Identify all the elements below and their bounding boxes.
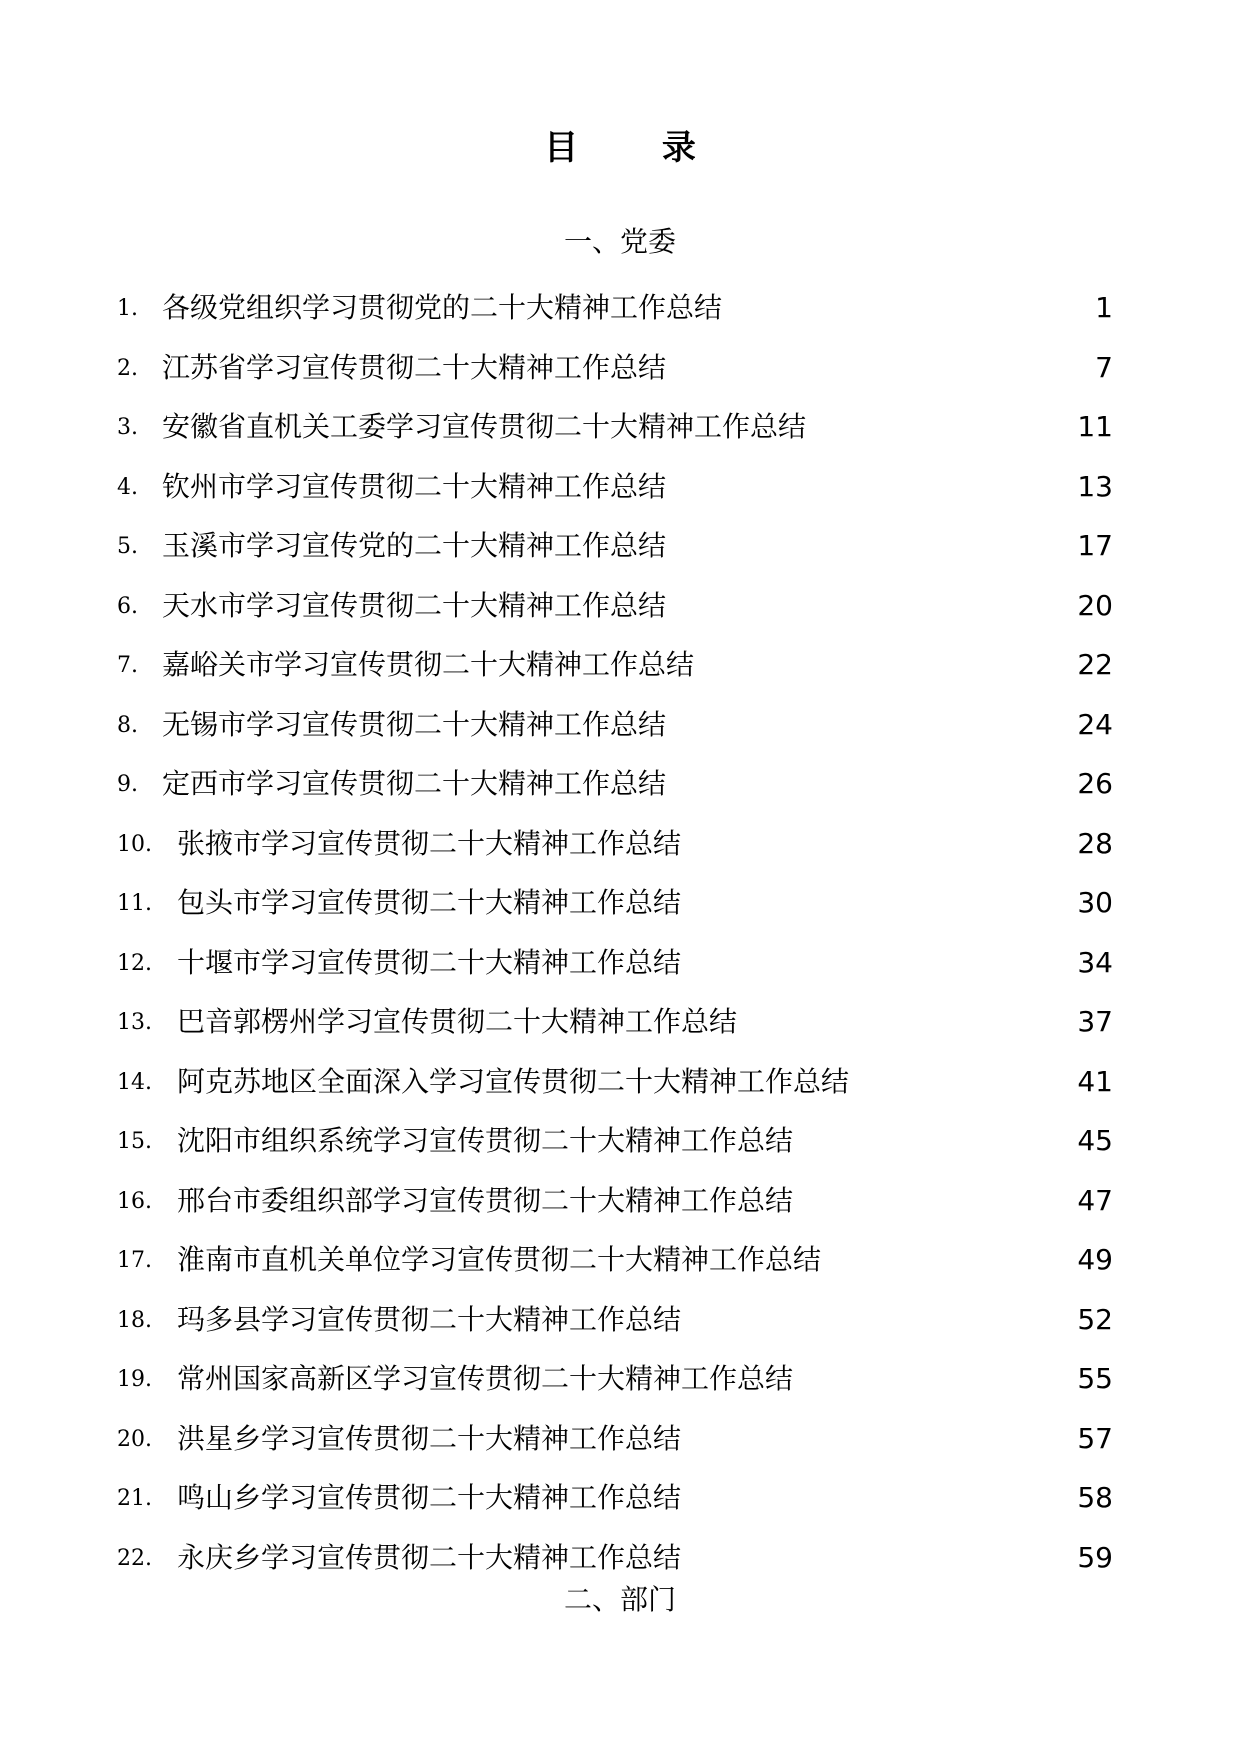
toc-entry[interactable] [0,1530,1240,1590]
section-heading-party-committee: 一、党委 [563,225,676,258]
entry-page-number: 55 [1077,1362,1113,1395]
entry-number: 3. [117,415,138,440]
entry-page-number: 13 [1077,469,1113,503]
entry-number: 19. [117,1367,152,1392]
toc-entry[interactable] [0,756,1240,816]
entry-page-number: 11 [1077,410,1113,443]
entry-page-number: 7 [1095,350,1113,384]
entry-number: 14. [117,1069,152,1095]
entry-title: 十堰市学习宣传贯彻二十大精神工作总结 [177,945,682,979]
entry-title: 鸣山乡学习宣传贯彻二十大精神工作总结 [177,1481,682,1514]
entry-number: 17. [117,1248,152,1273]
toc-entry[interactable] [0,994,1240,1054]
toc-entry[interactable] [0,399,1240,459]
toc-entry[interactable] [0,816,1240,876]
entry-title: 张掖市学习宣传贯彻二十大精神工作总结 [177,826,682,860]
entry-number: 16. [117,1188,152,1214]
entry-page-number: 28 [1077,826,1113,860]
entry-title: 玉溪市学习宣传党的二十大精神工作总结 [162,529,667,562]
entry-title: 玛多县学习宣传贯彻二十大精神工作总结 [177,1302,682,1336]
toc-entry[interactable] [0,1232,1240,1292]
entry-number: 20. [117,1426,152,1452]
entry-page-number: 58 [1077,1481,1113,1514]
entry-title: 无锡市学习宣传贯彻二十大精神工作总结 [162,707,667,741]
section-heading-departments: 二、部门 [563,1583,676,1616]
entry-title: 巴音郭楞州学习宣传贯彻二十大精神工作总结 [177,1005,738,1038]
toc-entry[interactable] [0,1351,1240,1411]
entry-title: 定西市学习宣传贯彻二十大精神工作总结 [162,767,667,800]
toc-entry[interactable] [0,340,1240,400]
entry-title: 沈阳市组织系统学习宣传贯彻二十大精神工作总结 [177,1124,794,1157]
entry-page-number: 22 [1077,648,1113,681]
entry-page-number: 57 [1077,1421,1113,1455]
entry-number: 9. [117,772,138,797]
entry-number: 5. [117,534,138,559]
entry-title: 安徽省直机关工委学习宣传贯彻二十大精神工作总结 [162,410,807,443]
entry-page-number: 20 [1077,588,1113,622]
entry-page-number: 37 [1077,1005,1113,1038]
toc-entry[interactable] [0,1113,1240,1173]
entry-number: 13. [117,1010,152,1035]
toc-entry[interactable] [0,637,1240,697]
entry-number: 1. [117,296,138,321]
toc-entry[interactable] [0,1173,1240,1233]
toc-entry[interactable] [0,875,1240,935]
toc-entry[interactable] [0,1470,1240,1530]
entry-title: 淮南市直机关单位学习宣传贯彻二十大精神工作总结 [177,1243,822,1276]
entry-number: 8. [117,712,138,738]
entry-number: 2. [117,355,138,381]
toc-entry[interactable] [0,518,1240,578]
entry-page-number: 24 [1077,707,1113,741]
entry-page-number: 34 [1077,945,1113,979]
toc-entry[interactable] [0,280,1240,340]
entry-title: 天水市学习宣传贯彻二十大精神工作总结 [162,588,667,622]
entry-page-number: 59 [1077,1540,1113,1574]
entry-title: 常州国家高新区学习宣传贯彻二十大精神工作总结 [177,1362,794,1395]
toc-entry[interactable] [0,1292,1240,1352]
toc-entry[interactable] [0,459,1240,519]
toc-entry[interactable] [0,578,1240,638]
toc-entry[interactable] [0,935,1240,995]
entry-page-number: 49 [1077,1243,1113,1276]
entry-number: 22. [117,1545,152,1571]
entry-page-number: 47 [1077,1183,1113,1217]
entry-title: 邢台市委组织部学习宣传贯彻二十大精神工作总结 [177,1183,794,1217]
entry-page-number: 30 [1077,886,1113,919]
toc-entry[interactable] [0,1054,1240,1114]
entry-number: 21. [117,1486,152,1511]
page-title: 目 录 [544,128,732,168]
toc-entry[interactable] [0,697,1240,757]
entry-number: 11. [117,891,152,916]
entry-page-number: 17 [1077,529,1113,562]
entry-title: 钦州市学习宣传贯彻二十大精神工作总结 [162,469,667,503]
entry-number: 4. [117,474,138,500]
entry-number: 15. [117,1129,152,1154]
entry-page-number: 45 [1077,1124,1113,1157]
table-of-contents [0,280,1240,1589]
entry-title: 洪星乡学习宣传贯彻二十大精神工作总结 [177,1421,682,1455]
entry-page-number: 26 [1077,767,1113,800]
entry-number: 7. [117,653,138,678]
entry-title: 永庆乡学习宣传贯彻二十大精神工作总结 [177,1540,682,1574]
entry-page-number: 1 [1095,291,1113,324]
entry-title: 阿克苏地区全面深入学习宣传贯彻二十大精神工作总结 [177,1064,850,1098]
entry-page-number: 52 [1077,1302,1113,1336]
entry-title: 江苏省学习宣传贯彻二十大精神工作总结 [162,350,667,384]
entry-title: 包头市学习宣传贯彻二十大精神工作总结 [177,886,682,919]
entry-title: 各级党组织学习贯彻党的二十大精神工作总结 [162,291,723,324]
entry-title: 嘉峪关市学习宣传贯彻二十大精神工作总结 [162,648,695,681]
entry-number: 18. [117,1307,152,1333]
entry-number: 12. [117,950,152,976]
entry-number: 6. [117,593,138,619]
entry-page-number: 41 [1077,1064,1113,1098]
toc-entry[interactable] [0,1411,1240,1471]
entry-number: 10. [117,831,152,857]
